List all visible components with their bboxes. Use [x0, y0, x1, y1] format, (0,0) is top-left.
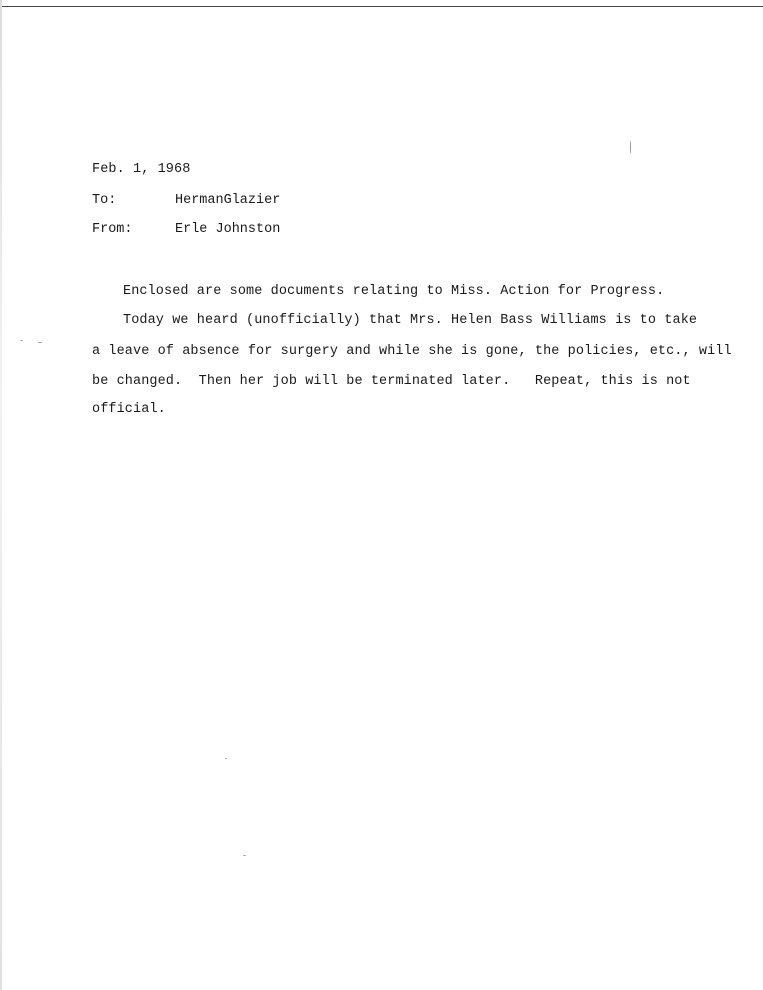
body-line-3: a leave of absence for surgery and while she is gone, the policies, etc., will — [92, 344, 732, 359]
body-line-1: Enclosed are some documents relating to Miss. Action for Progress. — [123, 284, 665, 299]
body-line-5: official. — [92, 402, 166, 417]
scan-speck — [38, 342, 42, 343]
body-line-4: be changed. Then her job will be terminated later. Repeat, this is not — [92, 374, 691, 389]
memo-date: Feb. 1, 1968 — [92, 162, 191, 177]
scan-speck — [243, 855, 246, 856]
page-top-edge — [0, 6, 763, 7]
from-label: From: — [92, 222, 133, 237]
scan-speck — [225, 758, 227, 759]
scan-speck — [630, 140, 631, 154]
to-recipient: HermanGlazier — [175, 193, 281, 208]
scan-speck — [20, 340, 23, 341]
body-line-2: Today we heard (unofficially) that Mrs. Helen Bass Williams is to take — [123, 313, 698, 328]
page-left-edge — [0, 0, 2, 990]
from-sender: Erle Johnston — [175, 222, 281, 237]
to-label: To: — [92, 193, 117, 208]
